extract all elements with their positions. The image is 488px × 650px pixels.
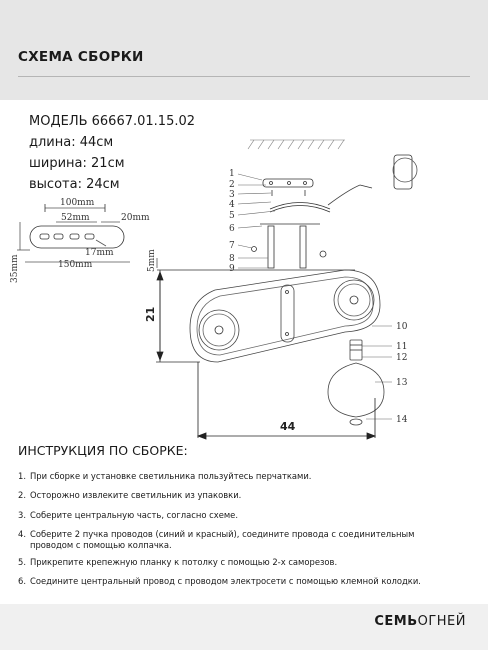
dim-21-label: 21 — [144, 306, 157, 322]
callout-1: 1 — [229, 169, 235, 179]
instruction-step: 6. Соедините центральный провод с проводом электросети с помощью клемной колодки. — [18, 576, 421, 587]
spec-height: высота: 24см — [29, 177, 120, 192]
dimension-lines — [157, 272, 375, 439]
callout-3: 3 — [229, 190, 235, 200]
dim-44-label: 44 — [280, 420, 296, 433]
instructions-title: ИНСТРУКЦИЯ ПО СБОРКЕ: — [18, 443, 188, 458]
callout-4: 4 — [229, 200, 235, 210]
callout-13: 13 — [396, 378, 408, 388]
dim-35-label: 35mm — [10, 254, 20, 283]
callout-5: 5 — [229, 211, 235, 221]
dim-5-label: 5mm — [147, 249, 157, 272]
lamp-detail — [328, 340, 384, 425]
instruction-step: 5. Прикрепите крепежную планку к потолку с помощью 2-х саморезов. — [18, 557, 338, 568]
callout-10: 10 — [396, 322, 408, 332]
ceiling-hatch — [248, 140, 345, 149]
instruction-step: 2. Осторожно извлеките светильник из упаковки. — [18, 490, 242, 501]
dim-17-label: 17mm — [85, 248, 114, 258]
callout-leaders — [238, 174, 392, 419]
spec-width: ширина: 21см — [29, 156, 125, 171]
callout-14: 14 — [396, 415, 408, 425]
fixture-top-view — [156, 270, 380, 362]
exploded-hardware — [252, 155, 418, 268]
mounting-plate-detail — [10, 198, 157, 283]
spec-model: МОДЕЛЬ 66667.01.15.02 — [29, 114, 196, 129]
callout-numbers — [229, 169, 408, 425]
callout-11: 11 — [396, 342, 408, 352]
callout-7: 7 — [229, 241, 235, 251]
callout-6: 6 — [229, 224, 235, 234]
dim-100-label: 100mm — [60, 198, 95, 208]
dim-20-label: 20mm — [121, 213, 150, 223]
callout-12: 12 — [396, 353, 408, 363]
instruction-step: 1. При сборке и установке светильника пользуйтесь перчатками. — [18, 471, 312, 481]
instruction-step: 3. Соберите центральную часть, согласно схеме. — [18, 509, 238, 520]
dim-150-label: 150mm — [58, 260, 93, 270]
instruction-step: 4. Соберите 2 пучка проводов (синий и красный), соедините провода с соединительным проводом с помощью колпачка. — [18, 529, 415, 550]
callout-8: 8 — [229, 254, 235, 264]
brand-logo: СЕМЬОГНЕЙ — [374, 614, 466, 629]
dim-52-label: 52mm — [61, 213, 90, 223]
instruction-list — [18, 471, 421, 596]
callout-9: 9 — [229, 264, 235, 274]
page-title: СХЕМА СБОРКИ — [18, 49, 144, 65]
callout-2: 2 — [229, 180, 235, 190]
spec-length: длина: 44см — [29, 135, 114, 150]
